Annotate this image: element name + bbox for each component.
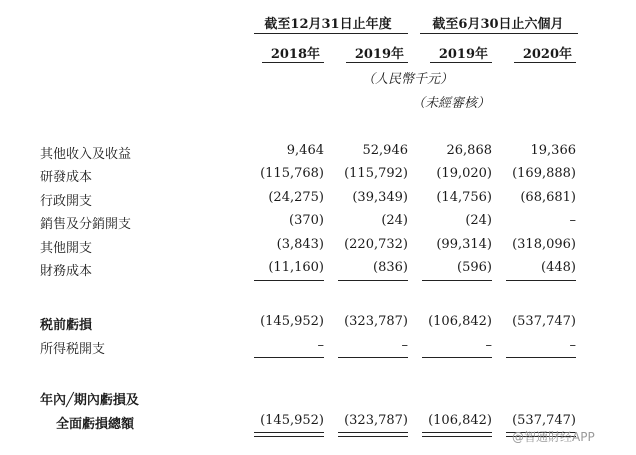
- cell-other-income-h2019: 26,868: [446, 143, 492, 158]
- cell-finance-costs-h2020: (448): [541, 260, 576, 275]
- cell-admin-h2019: (14,756): [436, 190, 492, 205]
- cell-selling-2018: (370): [289, 213, 324, 228]
- header-group-annual: 截至12月31日止年度: [264, 17, 392, 32]
- row-label-other-income: 其他收入及收益: [40, 147, 132, 162]
- cell-tax-h2019: –: [485, 338, 492, 353]
- header-group-underline-1: [254, 33, 408, 34]
- cell-admin-2018: (24,275): [268, 190, 324, 205]
- cell-pretax-h2019: (106,842): [428, 314, 492, 329]
- header-group-underline-2: [420, 33, 578, 34]
- cell-other-income-2019: 52,946: [362, 143, 408, 158]
- cell-rnd-h2019: (19,020): [436, 166, 492, 181]
- tax-rule-1: [254, 357, 324, 358]
- cell-other-expenses-h2020: (318,096): [512, 237, 576, 252]
- row-label-income-tax: 所得税開支: [40, 342, 106, 357]
- cell-total-2018: (145,952): [260, 413, 324, 428]
- total-double-rule-3a: [422, 432, 492, 433]
- year-header-3: 2019年: [438, 47, 488, 62]
- cell-selling-2019: (24): [381, 213, 408, 228]
- header-group-interim: 截至6月30日止六個月: [432, 17, 564, 32]
- cell-other-income-2018: 9,464: [286, 143, 324, 158]
- cell-selling-h2019: (24): [465, 213, 492, 228]
- total-double-rule-1b: [254, 436, 324, 437]
- row-label-rnd: 研發成本: [40, 170, 93, 185]
- cell-finance-costs-2019: (836): [373, 260, 408, 275]
- subtotal-rule-1: [254, 280, 324, 281]
- row-label-pretax-loss: 税前虧損: [40, 318, 93, 333]
- year-underline-3: [430, 62, 492, 63]
- subtotal-rule-4: [506, 280, 576, 281]
- tax-rule-4: [506, 357, 576, 358]
- unaudited-note: （未經審核）: [412, 96, 491, 111]
- cell-finance-costs-2018: (11,160): [268, 260, 324, 275]
- row-label-total-line1: 年內╱期內虧損及: [40, 393, 139, 408]
- year-underline-4: [514, 62, 576, 63]
- row-label-other-expenses: 其他開支: [40, 241, 93, 256]
- cell-pretax-h2020: (537,747): [512, 314, 576, 329]
- total-double-rule-2b: [338, 436, 408, 437]
- cell-other-expenses-2018: (3,843): [276, 237, 324, 252]
- row-label-selling: 銷售及分銷開支: [40, 217, 132, 232]
- cell-total-h2019: (106,842): [428, 413, 492, 428]
- row-label-total-line2: 全面虧損總額: [56, 417, 135, 432]
- cell-pretax-2019: (323,787): [344, 314, 408, 329]
- cell-selling-h2020: –: [569, 213, 576, 228]
- cell-tax-2019: –: [401, 338, 408, 353]
- cell-rnd-h2020: (169,888): [512, 166, 576, 181]
- total-double-rule-1a: [254, 432, 324, 433]
- cell-other-expenses-h2019: (99,314): [436, 237, 492, 252]
- row-label-finance-costs: 財務成本: [40, 264, 93, 279]
- year-header-4: 2020年: [522, 47, 572, 62]
- cell-tax-h2020: –: [569, 338, 576, 353]
- row-label-admin: 行政開支: [40, 194, 93, 209]
- tax-rule-3: [422, 357, 492, 358]
- cell-other-expenses-2019: (220,732): [344, 237, 408, 252]
- cell-admin-h2020: (68,681): [520, 190, 576, 205]
- total-double-rule-2a: [338, 432, 408, 433]
- unit-note: （人民幣千元）: [362, 72, 454, 87]
- cell-total-h2020: (537,747): [512, 413, 576, 428]
- cell-pretax-2018: (145,952): [260, 314, 324, 329]
- cell-admin-2019: (39,349): [352, 190, 408, 205]
- total-double-rule-3b: [422, 436, 492, 437]
- cell-finance-costs-h2019: (596): [457, 260, 492, 275]
- year-header-2: 2019年: [354, 47, 404, 62]
- cell-other-income-h2020: 19,366: [530, 143, 576, 158]
- watermark-text: @智通財经APP: [512, 430, 595, 444]
- cell-rnd-2019: (115,792): [344, 166, 408, 181]
- subtotal-rule-2: [338, 280, 408, 281]
- subtotal-rule-3: [422, 280, 492, 281]
- cell-total-2019: (323,787): [344, 413, 408, 428]
- year-header-1: 2018年: [270, 47, 320, 62]
- year-underline-1: [262, 62, 324, 63]
- cell-tax-2018: –: [317, 338, 324, 353]
- tax-rule-2: [338, 357, 408, 358]
- cell-rnd-2018: (115,768): [260, 166, 324, 181]
- year-underline-2: [346, 62, 408, 63]
